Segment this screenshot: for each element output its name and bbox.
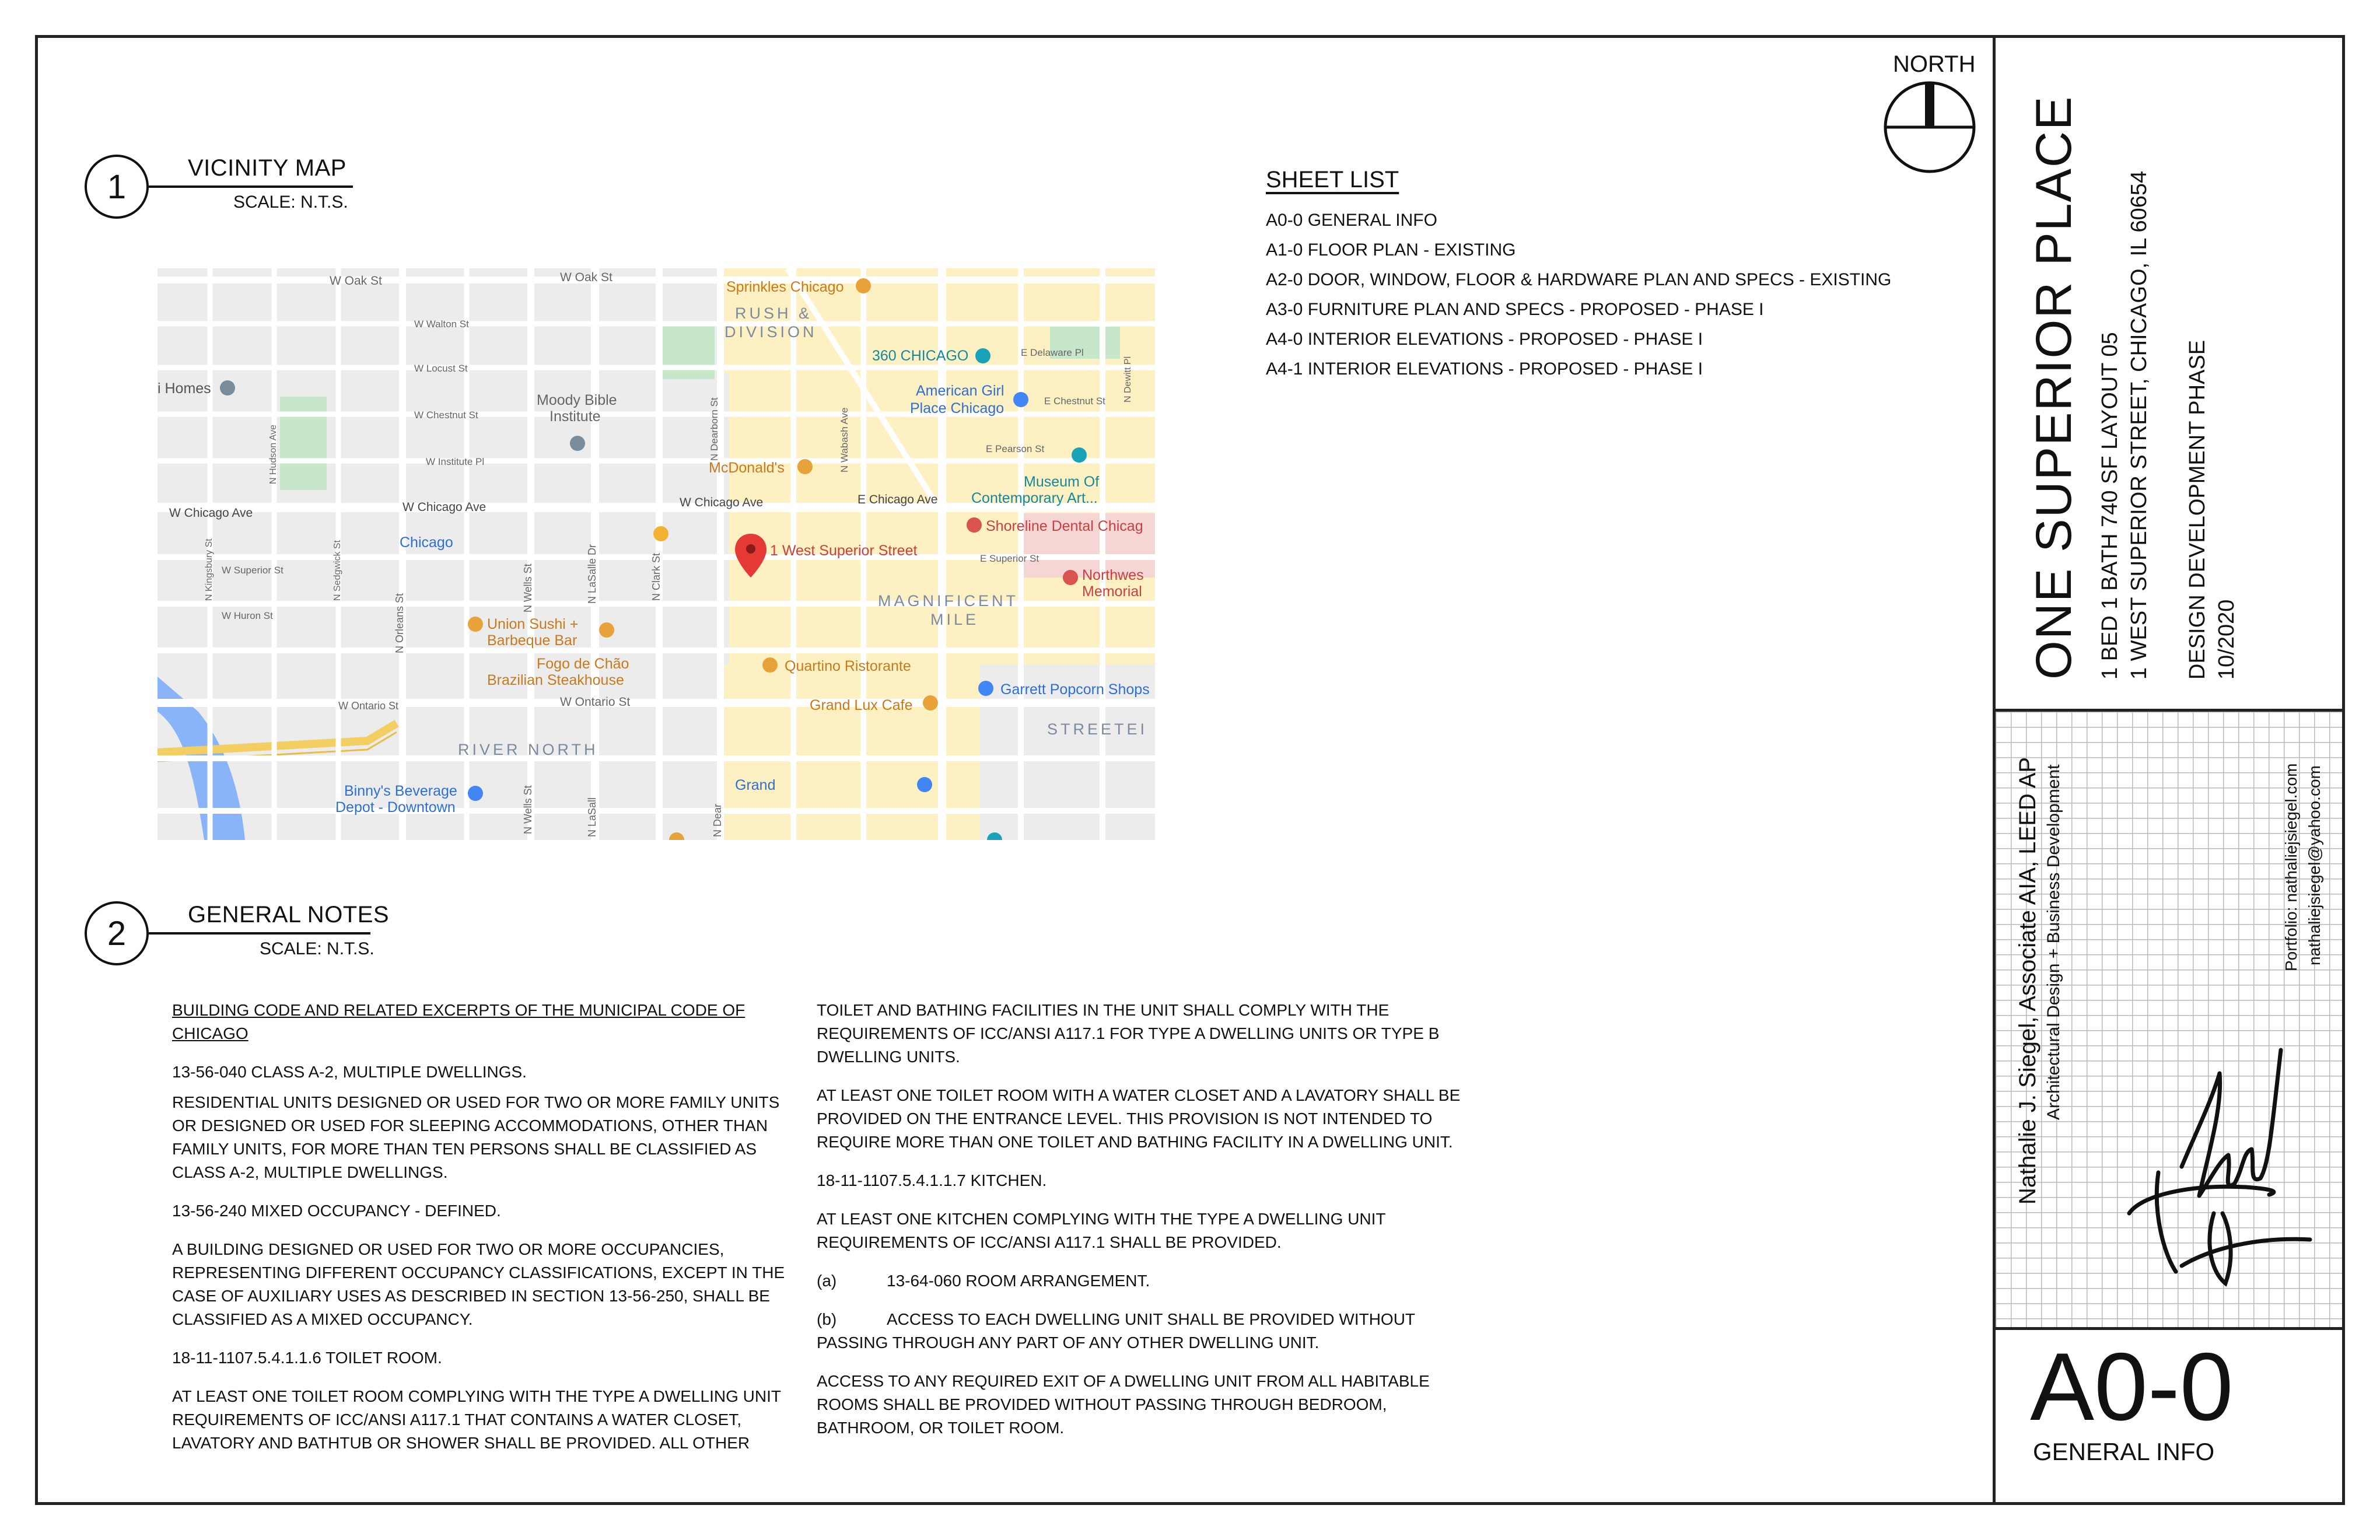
note-paragraph: RESIDENTIAL UNITS DESIGNED OR USED FOR TWO OR MORE FAMILY UNITS OR DESIGNED OR USED FOR SLEEPING ACCOMMODATIONS, OTHER THAN FAMILY UNITS, FOR MORE THAN TEN PERSONS SHALL BE CLASSIFIED AS CLASS A-2, MULTIPLE DWELLINGS. xyxy=(172,1093,780,1181)
note-item-text: 13-64-060 ROOM ARRANGEMENT. xyxy=(887,1272,1150,1290)
map-poi-label: Moody Bible xyxy=(537,392,617,408)
sheet-list-title: SHEET LIST xyxy=(1266,167,1399,192)
note-paragraph: TOILET AND BATHING FACILITIES IN THE UNIT SHALL COMPLY WITH THE REQUIREMENTS OF ICC/ANSI A117.1 FOR TYPE A DWELLING UNITS OR TYPE B DWELLING UNITS. xyxy=(817,1001,1440,1066)
map-street-label: W Chicago Ave xyxy=(680,496,764,509)
map-street-label: N Wells St xyxy=(522,785,534,834)
note-paragraph: ACCESS TO ANY REQUIRED EXIT OF A DWELLING UNIT FROM ALL HABITABLE ROOMS SHALL BE PROVIDED WITHOUT PASSING THROUGH BEDROOM, BATHROOM, OR TOILET ROOM. xyxy=(817,1372,1430,1437)
detail-number-1: 1 xyxy=(85,155,149,219)
map-poi-label: 1 West Superior Street xyxy=(770,542,918,559)
sheet-list-item: A4-1 INTERIOR ELEVATIONS - PROPOSED - PHASE I xyxy=(1266,359,1703,379)
map-street-label: W Locust St xyxy=(414,363,468,374)
map-street-label: W Chicago Ave xyxy=(169,506,253,520)
portfolio-link: Portfolio: nathaliejsiegel.com xyxy=(2282,763,2300,971)
map-street-label: E Pearson St xyxy=(986,443,1045,454)
vicinity-map-title: VICINITY MAP xyxy=(188,155,346,181)
map-street-label: W Oak St xyxy=(330,274,382,288)
project-title: ONE SUPERIOR PLACE xyxy=(2026,95,2082,680)
map-street-label: W Oak St xyxy=(560,271,612,284)
map-poi-label: Fogo de Chão xyxy=(537,656,629,672)
map-street-label: N Hudson Ave xyxy=(268,425,278,484)
map-street-label: W Ontario St xyxy=(338,700,399,712)
north-label: NORTH xyxy=(1893,51,1976,77)
map-poi-label: Contemporary Art... xyxy=(971,490,1098,506)
map-poi-label: Quartino Ristorante xyxy=(785,658,911,674)
map-street-label: N Dear xyxy=(712,803,723,837)
map-street-label: W Huron St xyxy=(222,610,273,621)
note-paragraph: AT LEAST ONE TOILET ROOM WITH A WATER CLOSET AND A LAVATORY SHALL BE PROVIDED ON THE ENTRANCE LEVEL. THIS PROVISION IS NOT INTENDED TO REQUIRE MORE THAN ONE TOILET AND BATHING FACILITY IN A DWELLING UNIT. xyxy=(817,1086,1461,1151)
map-street-label: E Chicago Ave xyxy=(858,493,938,506)
map-poi-label: Binny's Beverage xyxy=(344,783,457,799)
map-street-label: N Sedgwick St xyxy=(332,540,342,601)
map-street-label: W Walton St xyxy=(414,318,469,330)
map-street-label: E Chestnut St xyxy=(1044,396,1105,407)
note-item-label: (a) xyxy=(817,1272,837,1290)
vicinity-map xyxy=(158,268,1155,840)
notes-heading: BUILDING CODE AND RELATED EXCERPTS OF THE MUNICIPAL CODE OF CHICAGO xyxy=(172,1001,746,1042)
map-area-label: RIVER NORTH xyxy=(458,741,598,758)
project-date: 10/2020 xyxy=(2214,599,2239,680)
sheet-list-item: A3-0 FURNITURE PLAN AND SPECS - PROPOSED - PHASE I xyxy=(1266,300,1764,319)
map-street-label: W Institute Pl xyxy=(426,456,485,467)
map-poi-label: 360 CHICAGO xyxy=(872,348,969,364)
map-street-label: N Kingsbury St xyxy=(204,538,214,601)
map-poi-label: i Homes xyxy=(158,380,211,397)
map-poi-label: McDonald's xyxy=(709,460,785,476)
map-street-label: N Clark St xyxy=(650,552,662,601)
map-street-label: N Orleans St xyxy=(394,593,405,653)
vicinity-title-rule xyxy=(149,186,353,188)
map-poi-label: Depot - Downtown xyxy=(335,799,456,816)
north-arrow-icon xyxy=(1883,80,1976,174)
map-poi-label: Barbeque Bar xyxy=(487,632,578,649)
note-item-a xyxy=(817,1269,1470,1293)
project-description: 1 BED 1 BATH 740 SF LAYOUT 05 xyxy=(2098,332,2122,680)
map-poi-label: Institute xyxy=(550,408,601,425)
map-area-label: DIVISION xyxy=(724,323,817,341)
project-address: 1 WEST SUPERIOR STREET, CHICAGO, IL 60654 xyxy=(2127,170,2151,680)
map-poi-label: Chicago xyxy=(400,534,453,551)
general-notes-column-2 xyxy=(817,999,1470,1455)
general-notes-title: GENERAL NOTES xyxy=(188,902,390,928)
general-notes-scale: SCALE: N.T.S. xyxy=(260,939,374,958)
project-phase: DESIGN DEVELOPMENT PHASE xyxy=(2185,340,2210,680)
signature-mark xyxy=(2094,1038,2322,1295)
map-area-label: STREETEI xyxy=(1047,720,1148,738)
note-paragraph: 13-56-240 MIXED OCCUPANCY - DEFINED. xyxy=(172,1202,501,1220)
map-poi-label: Memorial xyxy=(1082,583,1142,600)
note-paragraph: 18-11-1107.5.4.1.1.7 KITCHEN. xyxy=(817,1171,1047,1189)
map-street-label: W Chestnut St xyxy=(414,410,478,421)
general-notes-title-rule xyxy=(149,932,370,935)
map-poi-label: Garrett Popcorn Shops xyxy=(1000,681,1150,698)
map-street-label: N LaSall xyxy=(586,797,598,837)
map-poi-label: Northwes xyxy=(1082,567,1144,583)
contact-email: nathaliejsiegel@yahoo.com xyxy=(2305,765,2323,965)
map-poi-label: Place Chicago xyxy=(910,400,1005,416)
map-area-label: MAGNIFICENT xyxy=(878,592,1019,610)
map-street-label: N Dearborn St xyxy=(709,397,720,461)
map-poi-label: Union Sushi + xyxy=(487,616,579,632)
title-block-rule-lower xyxy=(1993,1327,2345,1330)
note-paragraph: A BUILDING DESIGNED OR USED FOR TWO OR MORE OCCUPANCIES, REPRESENTING DIFFERENT OCCUPANCY CLASSIFICATIONS, EXCEPT IN THE CASE OF AUXILIARY USES AS DESCRIBED IN SECTION 13-56-250, SHALL BE CLASSIFIED AS A MIXED OCCUPANCY. xyxy=(172,1240,785,1328)
map-poi-label: Grand Lux Cafe xyxy=(810,697,913,713)
note-paragraph: AT LEAST ONE KITCHEN COMPLYING WITH THE TYPE A DWELLING UNIT REQUIREMENTS OF ICC/ANSI A117.1 SHALL BE PROVIDED. xyxy=(817,1210,1386,1251)
sheet-number: A0-0 xyxy=(2030,1333,2234,1440)
map-area-label: RUSH & xyxy=(735,304,813,322)
note-item-text: PASSING THROUGH ANY PART OF ANY OTHER DWELLING UNIT. xyxy=(817,1334,1320,1352)
sheet-list-item: A0-0 GENERAL INFO xyxy=(1266,211,1437,230)
map-poi-label: Shoreline Dental Chicag xyxy=(986,518,1143,534)
sheet-list-item: A4-0 INTERIOR ELEVATIONS - PROPOSED - PHASE I xyxy=(1266,330,1703,349)
general-notes-column-1 xyxy=(172,999,808,1470)
sheet-list-item: A2-0 DOOR, WINDOW, FLOOR & HARDWARE PLAN AND SPECS - EXISTING xyxy=(1266,270,1892,289)
map-poi-label: Sprinkles Chicago xyxy=(726,279,844,295)
map-street-label: N Dewitt Pl xyxy=(1123,356,1133,402)
map-street-label: E Delaware Pl xyxy=(1021,347,1084,358)
map-street-label: W Superior St xyxy=(222,565,284,576)
map-area-label: MILE xyxy=(930,611,979,628)
note-paragraph: 18-11-1107.5.4.1.1.6 TOILET ROOM. xyxy=(172,1349,442,1367)
map-street-label: N LaSalle Dr xyxy=(586,544,598,604)
map-street-label: W Ontario St xyxy=(560,695,631,709)
map-street-label: E Superior St xyxy=(980,553,1040,564)
designer-subtitle: Architectural Design + Business Development xyxy=(2044,764,2063,1120)
note-paragraph: AT LEAST ONE TOILET ROOM COMPLYING WITH THE TYPE A DWELLING UNIT REQUIREMENTS OF ICC/ANSI A117.1 THAT CONTAINS A WATER CLOSET, LAVATORY AND BATHTUB OR SHOWER SHALL BE PROVIDED. ALL OTHER xyxy=(172,1387,781,1452)
designer-name: Nathalie J. Siegel, Associate AIA, LEED AP xyxy=(2015,757,2041,1205)
map-street-label: N Wabash Ave xyxy=(839,407,850,473)
map-street-label: N Wells St xyxy=(522,564,534,612)
note-item-label: (b) xyxy=(817,1310,837,1328)
sheet-name: GENERAL INFO xyxy=(2033,1438,2215,1465)
sheet-list-item: A1-0 FLOOR PLAN - EXISTING xyxy=(1266,240,1516,260)
map-street-label: W Chicago Ave xyxy=(402,501,487,514)
vicinity-scale: SCALE: N.T.S. xyxy=(233,192,348,212)
note-item-b xyxy=(817,1308,1470,1354)
map-poi-label: Brazilian Steakhouse xyxy=(487,672,624,688)
sheet-list xyxy=(1266,205,1891,384)
detail-number-2: 2 xyxy=(85,901,149,965)
map-poi-label: Museum Of xyxy=(1024,474,1100,490)
map-poi-label: American Girl xyxy=(916,383,1005,399)
note-item-text: ACCESS TO EACH DWELLING UNIT SHALL BE PROVIDED WITHOUT xyxy=(887,1310,1416,1328)
map-poi-label: Grand xyxy=(735,777,776,793)
note-paragraph: 13-56-040 CLASS A-2, MULTIPLE DWELLINGS. xyxy=(172,1063,527,1081)
title-block-rule-upper xyxy=(1993,709,2345,712)
